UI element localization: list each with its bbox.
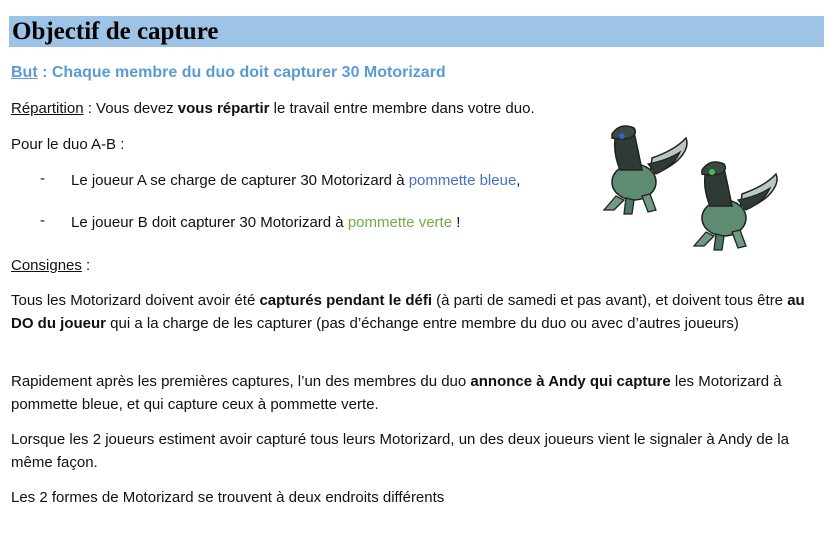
repartition-label: Répartition (11, 100, 84, 117)
p1-c: (à parti de samedi et pas avant), et doivent tous être (432, 292, 788, 309)
bullet-dash: - (40, 170, 45, 187)
consignes-heading (11, 255, 90, 277)
duo-intro: Pour le duo A-B : (11, 136, 125, 153)
repartition-text-post: le travail entre membre dans votre duo. (269, 100, 535, 117)
paragraph-2 (11, 370, 811, 416)
bullet-dash: - (40, 212, 45, 229)
repartition-line (11, 98, 535, 120)
bullet-b-colored: pommette verte (347, 214, 453, 231)
p1-b: capturés pendant le défi (259, 292, 432, 309)
bullet-player-a (71, 170, 520, 192)
p2-b: annonce à Andy qui capture (470, 373, 671, 390)
paragraph-1 (11, 289, 811, 335)
motorizard-green-cheek-icon (680, 156, 785, 254)
cheek (709, 169, 715, 175)
goal-label: But (11, 64, 38, 81)
bullet-a-post: , (516, 172, 521, 189)
repartition-text-bold: vous répartir (177, 100, 270, 117)
p1-a: Tous les Motorizard doivent avoir été (11, 292, 260, 309)
bullet-a-colored: pommette bleue (408, 172, 517, 189)
p2-a: Rapidement après les premières captures, l’un des membres du duo (11, 373, 471, 390)
bullet-b-text: Le joueur B doit capturer 30 Motorizard à (71, 214, 348, 231)
goal-heading (11, 64, 446, 82)
consignes-label: Consignes (11, 257, 82, 274)
consignes-colon: : (81, 257, 91, 274)
p1-d: au DO du joueur (11, 292, 805, 332)
p1-e: qui a la charge de les capturer (pas d’échange entre membre du duo ou avec d’autres joueurs) (106, 315, 739, 332)
goal-text: : Chaque membre du duo doit capturer 30 Motorizard (37, 64, 446, 81)
cheek (619, 133, 625, 139)
paragraph-3: Lorsque les 2 joueurs estiment avoir capturé tous leurs Motorizard, un des deux joueurs vient le signaler à Andy de la même façon. (11, 431, 789, 471)
page-title: Objectif de capture (12, 18, 219, 45)
bullet-a-text: Le joueur A se charge de capturer 30 Motorizard à (71, 172, 409, 189)
paragraph-4: Les 2 formes de Motorizard se trouvent à deux endroits différents (11, 489, 445, 506)
repartition-text-pre: : Vous devez (83, 100, 178, 117)
p2-c: les Motorizard à pommette bleue, et qui capture ceux à pommette verte. (11, 373, 782, 413)
bullet-b-post: ! (452, 214, 461, 231)
bullet-player-b (71, 212, 460, 234)
